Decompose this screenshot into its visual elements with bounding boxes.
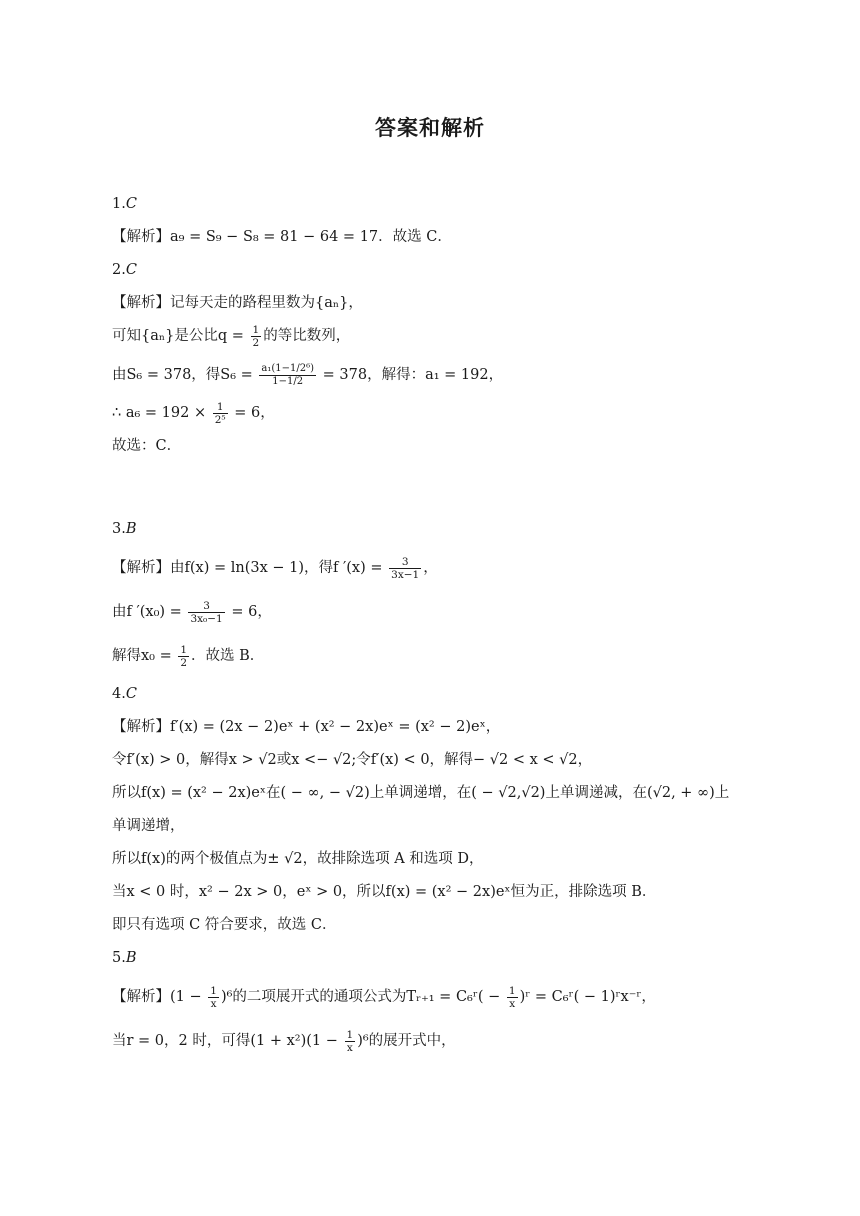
fraction-numerator: 1 (210, 984, 217, 997)
page-title: 答案和解析 (375, 116, 485, 140)
q3-line-1 (112, 546, 752, 590)
fraction-numerator: a₁(1−1/2⁶) (261, 362, 315, 374)
q3-answer: B (125, 521, 137, 537)
q3-line-3-text-b: ．故选 B． (191, 648, 265, 664)
fraction-denominator: 1−1/2 (272, 375, 304, 387)
fraction-s6 (259, 363, 316, 388)
fraction-denominator: x (210, 997, 217, 1010)
q4-line-5: 所以f(x)的两个极值点为± √2，故排除选项 A 和选项 D， (112, 851, 484, 867)
q2-header (112, 254, 752, 287)
q3-line-2 (112, 590, 752, 634)
q4-line-4: 单调递增， (112, 818, 185, 834)
fraction-half (178, 644, 189, 669)
q5-number: 5. (112, 950, 126, 966)
fraction-numerator: 3 (188, 600, 224, 613)
fraction-numerator: 1 (180, 643, 188, 656)
q1-answer: C (125, 196, 137, 212)
q4-line-2: 令f′(x) > 0，解得x > √2或x <− √2;令f′(x) < 0，解得− √2 < x < √2， (112, 752, 593, 768)
q4-line-6: 当x < 0 时，x² − 2x > 0，eˣ > 0，所以f(x) = (x² − 2x)eˣ恒为正，排除选项 B． (112, 884, 657, 900)
q2-line-2 (112, 320, 752, 353)
fraction-half (251, 324, 262, 349)
q5-line-2-text-a: 当r = 0，2 时，可得(1 + x²)(1 − (112, 1033, 338, 1049)
q2-line-2-text-a: 可知{aₙ}是公比q = (112, 328, 244, 344)
q4-number: 4. (112, 686, 126, 702)
fraction-denominator: 2 (180, 656, 188, 669)
fraction-denominator: 2 (252, 336, 260, 349)
fraction-numerator: 1 (252, 323, 260, 336)
fraction-denominator: 2⁵ (214, 413, 226, 426)
fraction-numerator: 3 (389, 556, 421, 569)
q5-answer: B (125, 950, 137, 966)
answer-content (112, 188, 752, 1063)
q5-line-1-text-a: 【解析】(1 − (112, 989, 202, 1005)
q2-number: 2. (112, 262, 126, 278)
q5-line-2 (112, 1019, 752, 1063)
q2-line-4-text-a: ∴ a₆ = 192 × (112, 405, 207, 421)
q2-answer: C (125, 262, 137, 278)
fraction-derivative (389, 556, 421, 581)
q4-header (112, 678, 752, 711)
fraction-inv-x (507, 985, 518, 1010)
q5-header (112, 942, 752, 975)
q3-number: 3. (112, 521, 126, 537)
q4-answer: C (125, 686, 137, 702)
fraction-denominator: x (509, 997, 516, 1010)
q5-line-2-text-b: )⁶的展开式中， (357, 1033, 456, 1049)
q4-line-7: 即只有选项 C 符合要求，故选 C． (112, 917, 337, 933)
q1-explanation: 【解析】a₉ = S₉ − S₈ = 81 − 64 = 17．故选 C． (112, 229, 452, 245)
fraction-denominator: 3x₀−1 (190, 612, 223, 625)
q2-line-3 (112, 353, 752, 397)
q3-line-3 (112, 634, 752, 678)
fraction-denominator: 3x−1 (391, 568, 420, 581)
q3-line-2-text-b: = 6， (231, 604, 272, 620)
fraction-inv-2-5 (213, 401, 228, 426)
q4-line-1: 【解析】f′(x) = (2x − 2)eˣ + (x² − 2x)eˣ = (x² − 2)eˣ， (112, 719, 501, 735)
fraction-numerator: 1 (346, 1028, 354, 1041)
q3-line-1-text-b: ， (423, 560, 438, 576)
q2-line-1: 【解析】记每天走的路程里数为{aₙ}， (112, 295, 363, 311)
q2-line-2-text-b: 的等比数列， (263, 328, 351, 344)
fraction-inv-x (345, 1029, 356, 1054)
q1-header (112, 188, 752, 221)
fraction-numerator: 1 (508, 984, 516, 997)
q5-line-1 (112, 975, 752, 1019)
fraction-denominator: x (346, 1041, 353, 1054)
q2-line-3-text-b: = 378，解得：a₁ = 192， (322, 367, 504, 383)
q5-line-1-text-b: )⁶的二项展开式的通项公式为Tᵣ₊₁ = C₆ʳ( − (220, 989, 501, 1005)
q3-line-3-text-a: 解得x₀ = (112, 648, 172, 664)
q2-line-4-text-b: = 6， (234, 405, 275, 421)
q3-header (112, 513, 752, 546)
q2-line-4 (112, 397, 752, 430)
q5-line-1-text-c: )ʳ = C₆ʳ( − 1)ʳx⁻ʳ， (519, 989, 656, 1005)
fraction-derivative-x0 (188, 600, 224, 625)
q3-line-2-text-a: 由f ′(x₀) = (112, 604, 182, 620)
q4-line-3: 所以f(x) = (x² − 2x)eˣ在( − ∞, − √2)上单调递增，在( − √2,√2)上单调递减，在(√2, + ∞)上 (112, 785, 730, 801)
fraction-inv-x (208, 985, 219, 1010)
q2-line-3-text-a: 由S₆ = 378，得S₆ = (112, 367, 253, 383)
q3-line-1-text-a: 【解析】由f(x) = ln(3x − 1)，得f ′(x) = (112, 560, 383, 576)
q2-line-5: 故选：C． (112, 438, 182, 454)
fraction-numerator: 1 (213, 401, 228, 414)
q1-number: 1. (112, 196, 126, 212)
